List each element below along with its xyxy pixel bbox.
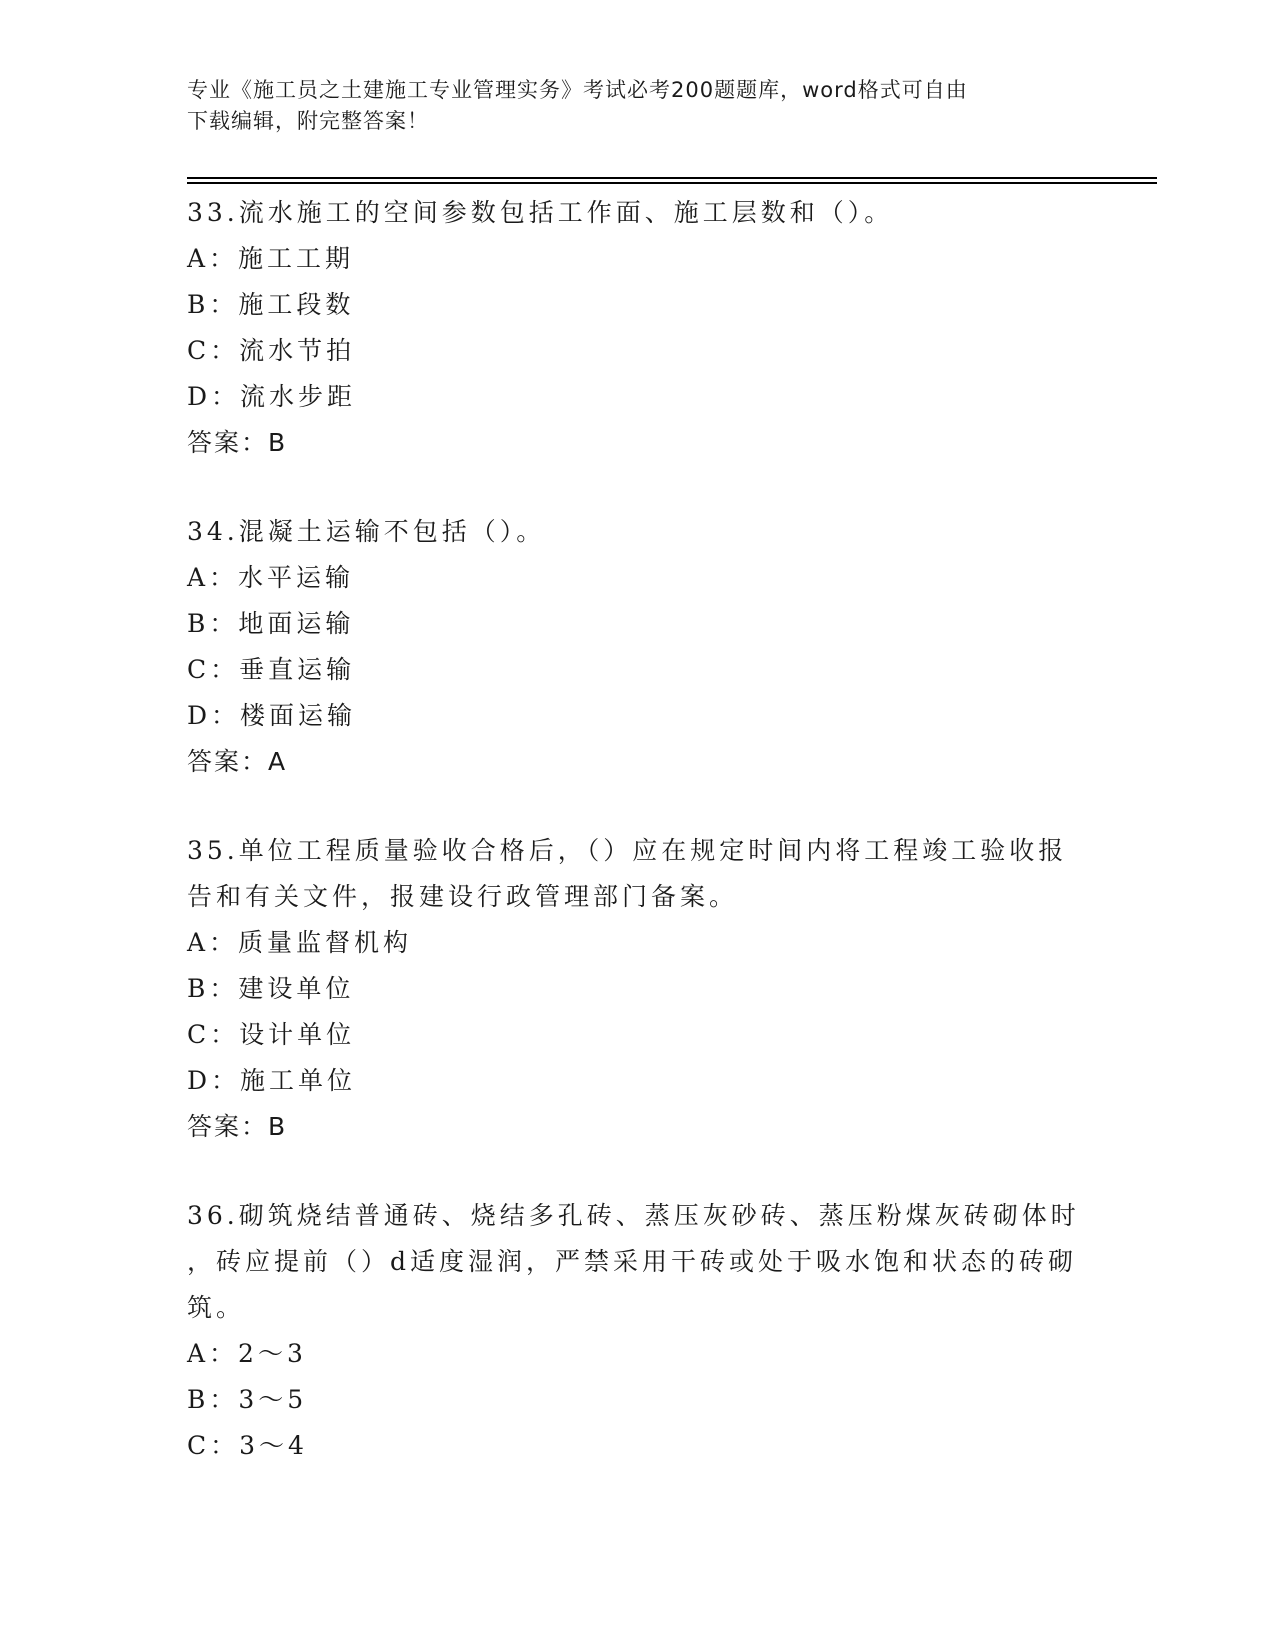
header-line-2: 下载编辑，附完整答案！ (187, 109, 429, 133)
question-text-line-1: 36.砌筑烧结普通砖、烧结多孔砖、蒸压灰砂砖、蒸压粉煤灰砖砌体时 (187, 1201, 1080, 1230)
option-d: D：施工单位 (187, 1066, 357, 1095)
option-d: D：楼面运输 (187, 701, 357, 730)
option-b: B：3～5 (187, 1385, 308, 1414)
question-text-line-2: 告和有关文件，报建设行政管理部门备案。 (187, 882, 739, 911)
option-b: B：施工段数 (187, 290, 355, 319)
header-divider-bottom (187, 182, 1157, 184)
option-c: C：3～4 (187, 1431, 308, 1460)
option-a: A：水平运输 (187, 563, 355, 592)
option-c: C：垂直运输 (187, 655, 356, 684)
question-text-line-3: 筑。 (187, 1293, 246, 1322)
question-36 (187, 1193, 1087, 1469)
answer: 答案：B (187, 1112, 288, 1141)
option-a: A：施工工期 (187, 244, 355, 273)
question-text-line-1: 35.单位工程质量验收合格后，（）应在规定时间内将工程竣工验收报 (187, 836, 1068, 865)
header-line-1: 专业《施工员之土建施工专业管理实务》考试必考200题题库，word格式可自由 (187, 78, 968, 102)
option-c: C：设计单位 (187, 1020, 356, 1049)
header-divider-top (187, 177, 1157, 179)
option-b: B：地面运输 (187, 609, 355, 638)
question-33 (187, 190, 1087, 466)
answer: 答案：A (187, 747, 288, 776)
option-a: A：2～3 (187, 1339, 307, 1368)
question-list (187, 190, 1087, 1512)
question-text: 34.混凝土运输不包括（）。 (187, 517, 546, 546)
question-35 (187, 828, 1087, 1150)
option-d: D：流水步距 (187, 382, 357, 411)
question-text: 33.流水施工的空间参数包括工作面、施工层数和（）。 (187, 198, 894, 227)
option-c: C：流水节拍 (187, 336, 356, 365)
option-b: B：建设单位 (187, 974, 355, 1003)
document-header (187, 75, 1077, 137)
question-34 (187, 509, 1087, 785)
answer: 答案：B (187, 428, 288, 457)
option-a: A：质量监督机构 (187, 928, 413, 957)
question-text-line-2: ，砖应提前（）d适度湿润，严禁采用干砖或处于吸水饱和状态的砖砌 (187, 1247, 1078, 1276)
